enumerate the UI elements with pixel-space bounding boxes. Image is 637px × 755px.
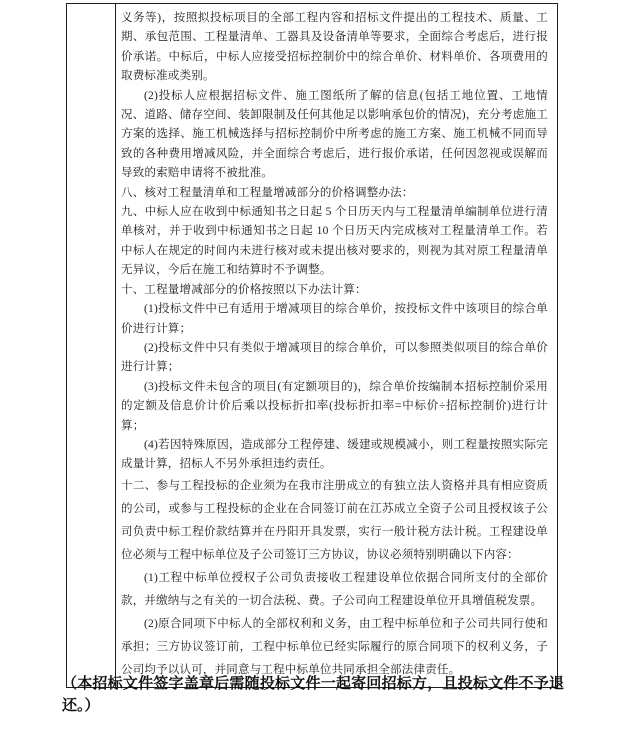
terms-heading-10: 十、工程量增减部分的价格按照以下办法计算：: [121, 283, 367, 296]
terms-subitem-12-2: (2)原合同项下中标人的全部权利和义务，由工程中标单位和子公司共同行使和承担；三方协议签订前，工程中标单位已经实际履行的原合同项下的权利义务，子公司均予以认可，并同意与工程中标单位共同承担全部法律责任。: [121, 617, 548, 676]
terms-subitem-12-1: (1)工程中标单位授权子公司负责接收工程建设单位依据合同所支付的全部价款，并缴纳与之有关的一切合法税、费。子公司向工程建设单位开具增值税发票。: [121, 571, 548, 607]
terms-paragraph-item-2: (2)投标人应根据招标文件、施工图纸所了解的信息(包括工地位置、工地情况、道路、储存空间、装卸限制及任何其他足以影响承包价的情况)，充分考虑施工方案的选择、施工机械选择与招标控制价中所考虑的施工方案、施工机械不同而导致的各种费用增减风险，并全面综合考虑后，进行报价承诺，任何因忽视或误解而导致的索赔申请将不被批准。: [121, 89, 548, 180]
terms-paragraph-9: 九、中标人应在收到中标通知书之日起 5 个日历天内与工程量清单编制单位进行清单核对，并于收到中标通知书之日起 10 个日历天内完成核对工程量清单工作。若中标人在规定的时间内未进行核对或未提出核对要求的，则视为其对原工程量清单无异议，今后在施工和结算时不予调整。: [121, 206, 548, 277]
terms-paragraph-12: 十二、参与工程投标的企业须为在我市注册成立的有独立法人资格并具有相应资质的公司，或参与工程投标的企业在合同签订前在江苏成立全资子公司且授权该子公司负责中标工程价款结算并在丹阳开具发票，实行一般计税方法计税。工程建设单位必须与工程中标单位及子公司签订三方协议，协议必须特别明确以下内容：: [121, 479, 548, 561]
terms-subitem-10-4: (4)若因特殊原因，造成部分工程停建、缓建或规模减小，则工程量按照实际完成量计算，招标人不另外承担违约责任。: [121, 438, 548, 471]
terms-subitem-10-1: (1)投标文件中已有适用于增减项目的综合单价，按投标文件中该项目的综合单价进行计算；: [121, 303, 548, 335]
table-row: [67, 4, 558, 688]
terms-subitem-10-2: (2)投标文件中只有类似于增减项目的综合单价，可以参照类似项目的综合单价进行计算；: [121, 341, 548, 374]
return-instruction-note: （本招标文件签字盖章后需随投标文件一起寄回招标方，且投标文件不予退还。）: [62, 674, 564, 714]
terms-subitem-10-3: (3)投标文件未包含的项目(有定额项目的)，综合单价按编制本招标控制价采用的定额及信息价计价后乘以投标折扣率(投标折扣率=中标价÷招标控制价)进行计算；: [121, 380, 548, 432]
table-left-empty-cell: [67, 4, 116, 688]
terms-paragraph-continuation: 义务等)，按照拟投标项目的全部工程内容和招标文件提出的工程技术、质量、工期、承包范围、工程量清单、工器具及设备清单等要求，全面综合考虑后，进行报价承诺。中标后，中标人应接受招标控制价中的综合单价、材料单价、各项费用的取费标准或类别。: [121, 12, 548, 83]
table-content-cell: [116, 4, 558, 688]
terms-heading-8: 八、核对工程量清单和工程量增减部分的价格调整办法：: [121, 186, 414, 199]
tender-terms-table: [66, 3, 558, 688]
